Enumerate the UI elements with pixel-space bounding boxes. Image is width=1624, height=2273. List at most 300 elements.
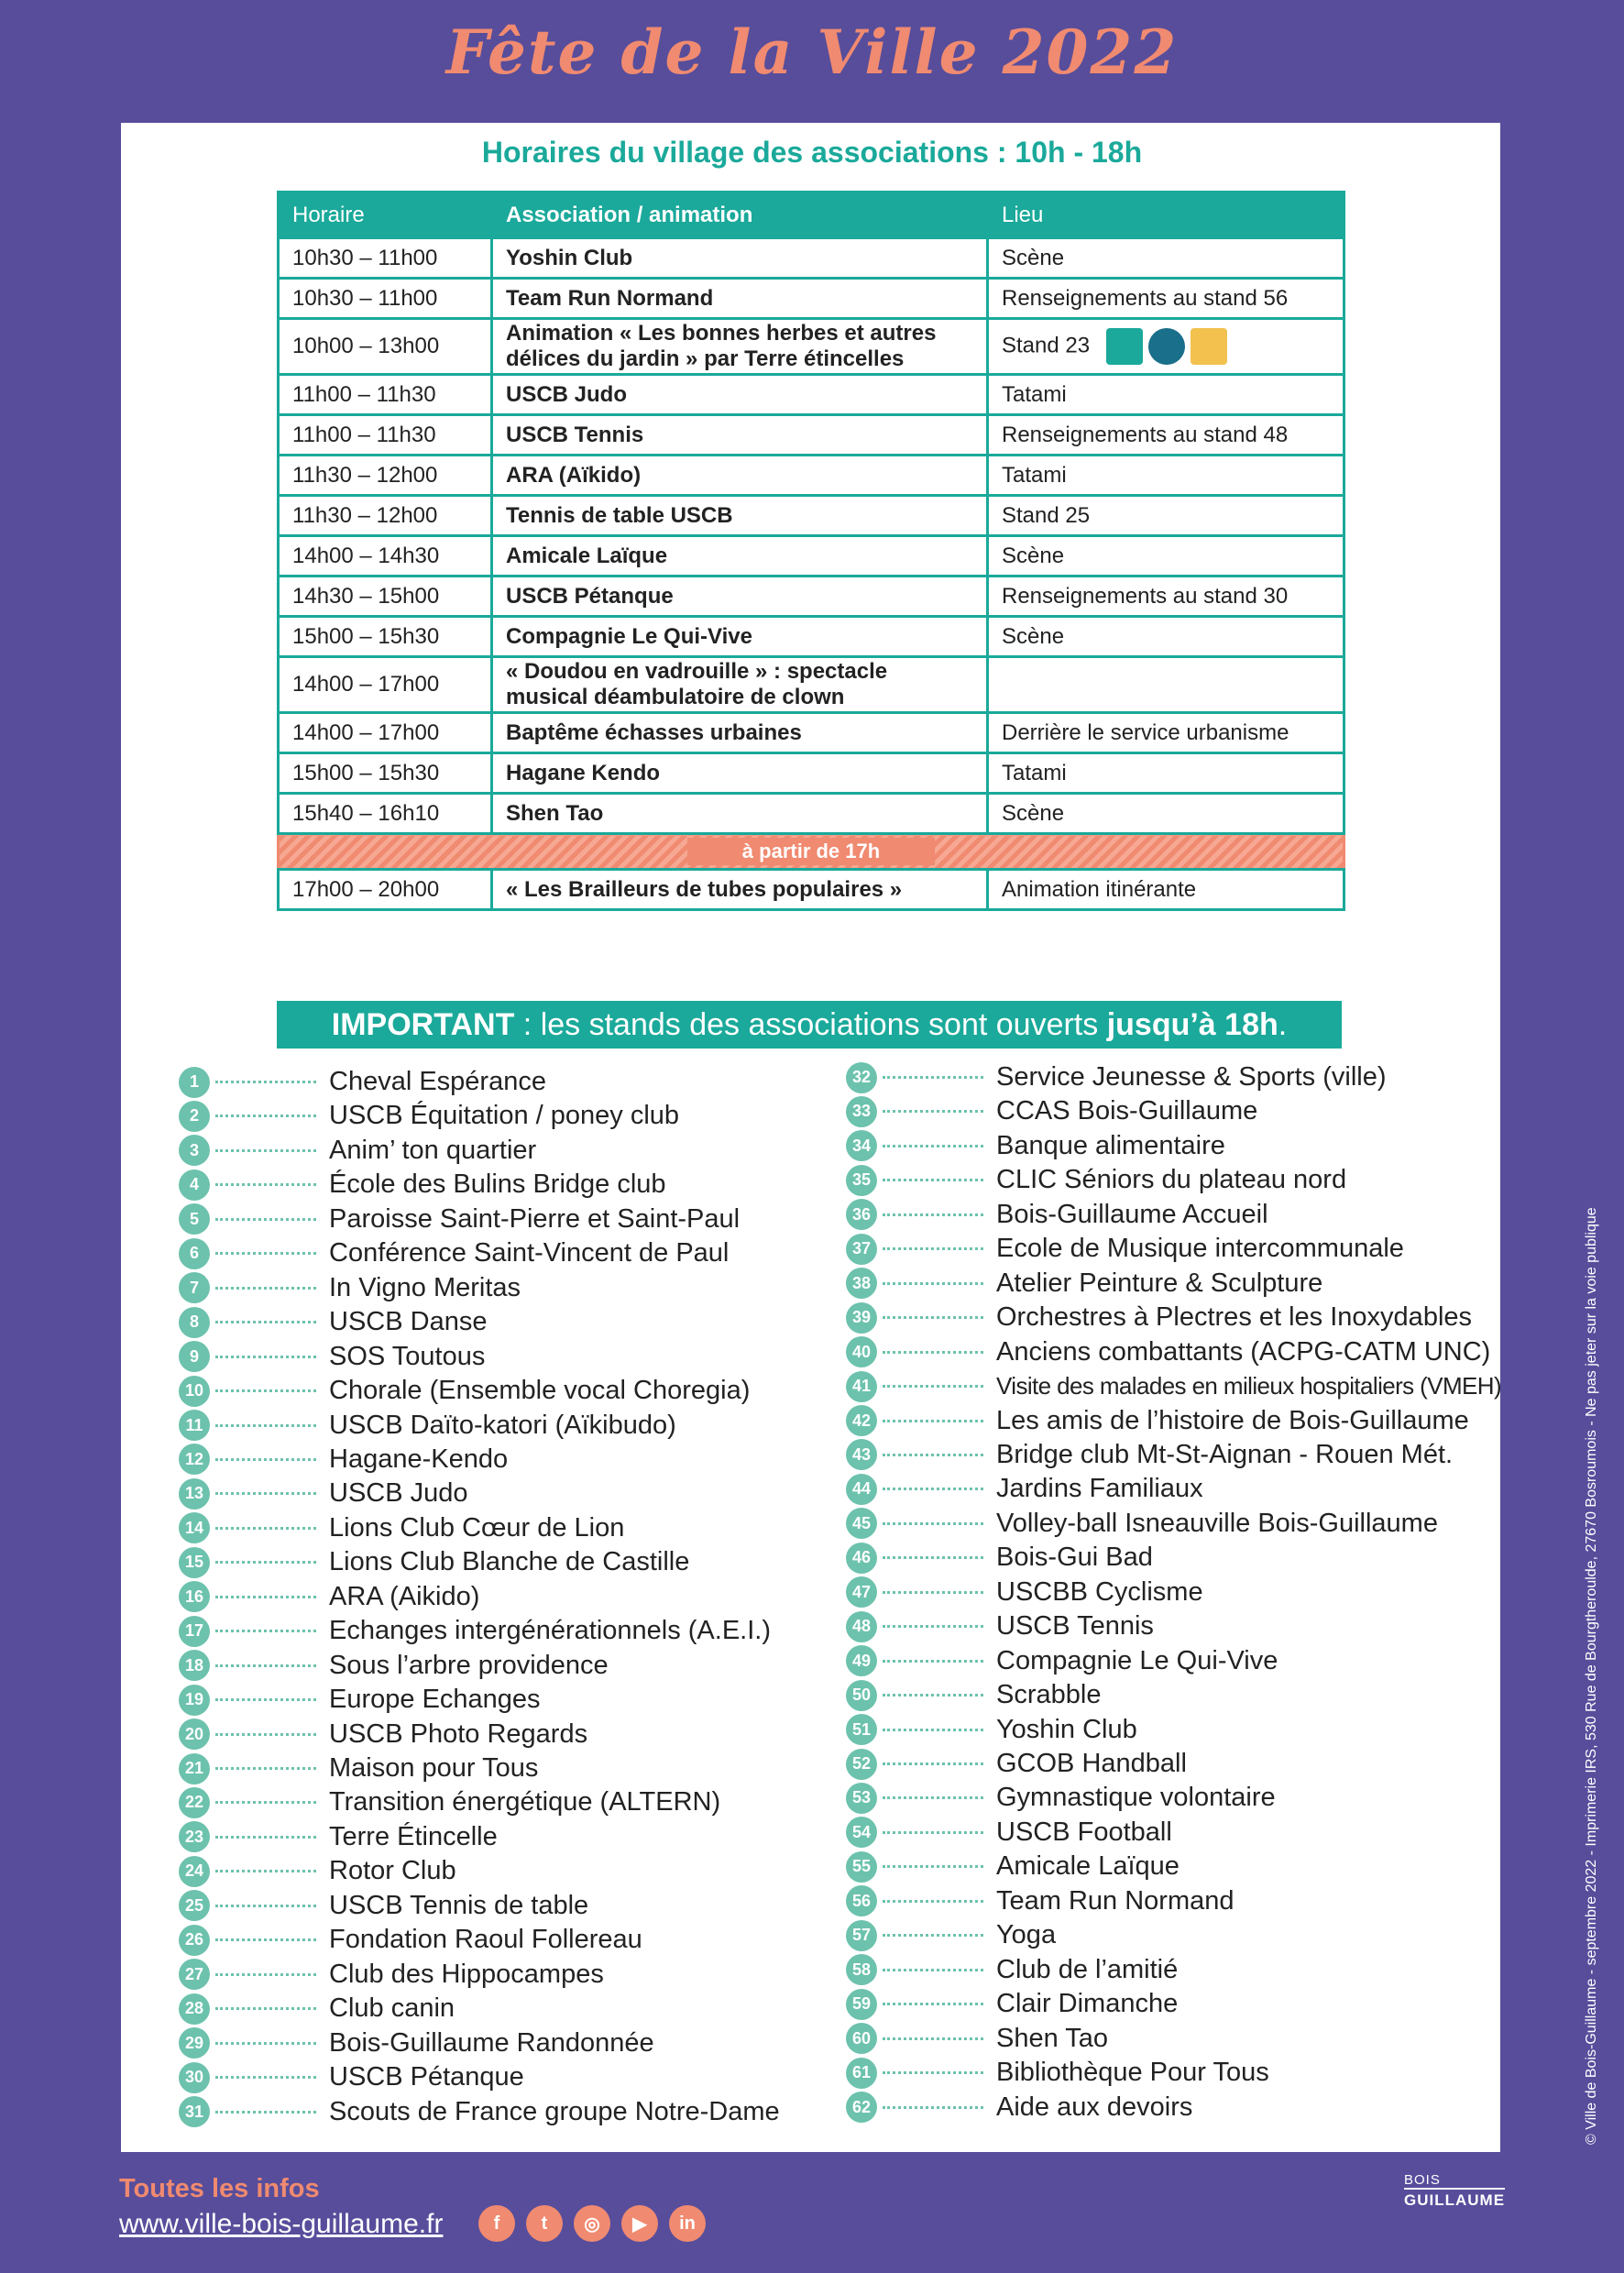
stand-item (846, 1267, 1322, 1301)
stand-item (179, 1511, 624, 1545)
stand-item (179, 2095, 780, 2129)
table-row (279, 238, 1344, 279)
dotted-leader (883, 1969, 983, 1971)
stand-label: Les amis de l’histoire de Bois-Guillaume (996, 1405, 1469, 1435)
separator-label: à partir de 17h (687, 838, 935, 865)
stand-number: 44 (846, 1474, 877, 1505)
table-row (279, 713, 1344, 753)
stand-item (846, 1404, 1469, 1438)
dotted-leader (215, 1836, 316, 1839)
stand-label: Visite des malades en milieux hospitaliers (VMEH) (996, 1372, 1502, 1400)
stand-label: Scrabble (996, 1680, 1102, 1710)
dotted-leader (883, 2071, 983, 2074)
ateliers-logo-icon (1191, 328, 1227, 365)
stand-number: 35 (846, 1165, 877, 1196)
stand-label: Gymnastique volontaire (996, 1783, 1276, 1813)
stand-item (179, 1854, 456, 1888)
dotted-leader (215, 1733, 316, 1736)
stand-number: 33 (846, 1096, 877, 1127)
stand-number: 42 (846, 1405, 877, 1436)
dotted-leader (883, 1660, 983, 1663)
stand-label: Maison pour Tous (329, 1753, 539, 1783)
row-time: 10h30 – 11h00 (279, 279, 492, 319)
row-name: Amicale Laïque (492, 536, 988, 576)
stand-item (846, 2091, 1192, 2125)
dotted-leader (883, 1179, 983, 1181)
stand-number: 40 (846, 1336, 877, 1367)
table-row (279, 279, 1344, 319)
schedule-table (277, 191, 1345, 911)
row-time: 11h00 – 11h30 (279, 375, 492, 415)
stand-item (846, 1884, 1234, 1918)
table-row (279, 536, 1344, 576)
stand-number: 60 (846, 2023, 877, 2054)
stand-label: Bridge club Mt-St-Aignan - Rouen Mét. (996, 1439, 1454, 1469)
stand-item (846, 1369, 1501, 1403)
stand-item (846, 1987, 1178, 2021)
stand-number: 14 (179, 1512, 210, 1543)
stand-item (846, 2022, 1108, 2056)
stand-label: Scouts de France groupe Notre-Dame (329, 2096, 780, 2126)
stand-item (846, 1438, 1453, 1472)
stand-number: 18 (179, 1650, 210, 1681)
row-time: 10h00 – 13h00 (279, 319, 492, 375)
row-time: 14h30 – 15h00 (279, 576, 492, 617)
stand-number: 46 (846, 1543, 877, 1574)
dotted-leader (215, 1596, 316, 1598)
stand-item (846, 1644, 1278, 1678)
stand-item (846, 1060, 1387, 1094)
stand-label: GCOB Handball (996, 1749, 1187, 1778)
dotted-leader (215, 1905, 316, 1907)
stand-label: Atelier Peinture & Sculpture (996, 1268, 1323, 1298)
stand-label: Fondation Raoul Follereau (329, 1925, 642, 1955)
stand-number: 25 (179, 1890, 210, 1921)
row-place: Tatami (988, 375, 1344, 415)
stand-label: Jardins Familiaux (996, 1474, 1203, 1504)
row-time: 11h30 – 12h00 (279, 496, 492, 536)
row-name: « Les Brailleurs de tubes populaires » (492, 870, 988, 910)
stand-number: 22 (179, 1787, 210, 1818)
stand-item (179, 1785, 720, 1819)
important-banner (277, 1001, 1342, 1049)
stand-label: Club canin (329, 1993, 455, 2024)
stand-number: 55 (846, 1851, 877, 1883)
page-title: Fête de la Ville 2022 (445, 16, 1179, 88)
stand-item (846, 1850, 1180, 1883)
stand-number: 61 (846, 2058, 877, 2089)
stand-number: 49 (846, 1645, 877, 1676)
stand-label: Club de l’amitié (996, 1954, 1179, 1984)
stand-number: 13 (179, 1478, 210, 1510)
stand-number: 8 (179, 1307, 210, 1338)
stand-label: Compagnie Le Qui-Vive (996, 1645, 1278, 1675)
dotted-leader (215, 1630, 316, 1632)
stand-item (179, 1751, 538, 1785)
stand-number: 48 (846, 1611, 877, 1642)
dotted-leader (215, 1561, 316, 1564)
stand-number: 45 (846, 1508, 877, 1539)
table-row (279, 657, 1344, 713)
table-row (279, 576, 1344, 617)
stand-number: 6 (179, 1238, 210, 1269)
stand-label: Club des Hippocampes (329, 1959, 604, 1989)
youtube-icon[interactable]: ▶ (621, 2205, 658, 2242)
stand-label: USCB Daïto-katori (Aïkibudo) (329, 1410, 676, 1440)
stand-item (179, 1614, 771, 1648)
dotted-leader (215, 1218, 316, 1221)
stand-number: 50 (846, 1680, 877, 1711)
brand-top: BOIS (1404, 2172, 1441, 2188)
header-association: Association / animation (492, 192, 988, 238)
dotted-leader (215, 1424, 316, 1427)
dotted-leader (215, 1183, 316, 1186)
row-place: Renseignements au stand 30 (988, 576, 1344, 617)
stand-label: Service Jeunesse & Sports (ville) (996, 1062, 1387, 1092)
stand-label: Volley-ball Isneauville Bois-Guillaume (996, 1508, 1438, 1538)
stand-item (846, 1301, 1472, 1334)
stand-item (846, 1576, 1203, 1609)
stand-item (846, 1129, 1225, 1163)
stand-item (179, 1443, 508, 1477)
dotted-leader (883, 1556, 983, 1559)
dotted-leader (215, 1527, 316, 1530)
stand-item (179, 1202, 740, 1236)
row-time: 15h00 – 15h30 (279, 753, 492, 794)
dotted-leader (215, 1287, 316, 1290)
stand-item (179, 1236, 729, 1270)
dotted-leader (883, 1488, 983, 1490)
table-row (279, 753, 1344, 794)
stand-item (179, 1545, 689, 1579)
dotted-leader (883, 1591, 983, 1594)
dotted-leader (215, 1973, 316, 1976)
stand-item (846, 1472, 1203, 1506)
important-emphasis: jusqu’à 18h (1106, 1007, 1278, 1042)
stand-number: 11 (179, 1410, 210, 1441)
stand-label: Echanges intergénérationnels (A.E.I.) (329, 1616, 771, 1646)
dotted-leader (883, 1729, 983, 1731)
stand-label: Yoga (996, 1920, 1057, 1950)
row-time: 14h00 – 14h30 (279, 536, 492, 576)
stand-label: Europe Echanges (329, 1685, 541, 1715)
stand-item (179, 1340, 485, 1374)
stand-item (179, 1168, 666, 1202)
stand-item (179, 1923, 642, 1957)
stand-number: 34 (846, 1130, 877, 1161)
row-time: 14h00 – 17h00 (279, 713, 492, 753)
stand-number: 53 (846, 1783, 877, 1814)
dotted-leader (215, 1664, 316, 1667)
stand-label: Bois-Gui Bad (996, 1543, 1153, 1573)
stand-label: USCB Tennis (996, 1611, 1154, 1642)
stand-item (179, 1134, 536, 1168)
brand-bottom: GUILLAUME (1404, 2188, 1505, 2210)
dotted-leader (215, 1767, 316, 1770)
stand-label: Transition énergétique (ALTERN) (329, 1787, 721, 1817)
row-name: Yoshin Club (492, 238, 988, 279)
row-name: USCB Judo (492, 375, 988, 415)
row-place: Stand 25 (988, 496, 1344, 536)
row-time: 11h00 – 11h30 (279, 415, 492, 456)
header-time: Horaire (279, 192, 492, 238)
stand-label: Sous l’arbre providence (329, 1650, 609, 1680)
header-place: Lieu (988, 192, 1344, 238)
stand-label: Aide aux devoirs (996, 2092, 1193, 2122)
dotted-leader (215, 1081, 316, 1083)
stand-item (846, 1507, 1438, 1541)
stand-label: USCB Judo (329, 1478, 468, 1509)
social-links (478, 2205, 706, 2242)
dotted-leader (215, 1389, 316, 1392)
stand-item (846, 1232, 1404, 1266)
stand-label: Team Run Normand (996, 1885, 1234, 1916)
stand-number: 52 (846, 1749, 877, 1780)
row-name: ARA (Aïkido) (492, 456, 988, 496)
credits-text: © Ville de Bois-Guillaume - septembre 2022 - Imprimerie IRS, 530 Rue de Bourgtheroulde, 27670 Bosroumois - Ne pas jeter sur la voie publique (1584, 1207, 1599, 2145)
row-name: Team Run Normand (492, 279, 988, 319)
dotted-leader (215, 1356, 316, 1358)
metropole-logo-icon (1148, 328, 1185, 365)
stand-label: Chorale (Ensemble vocal Choregia) (329, 1376, 751, 1406)
stand-item (846, 1918, 1056, 1952)
stand-label: Paroisse Saint-Pierre et Saint-Paul (329, 1203, 741, 1234)
dotted-leader (215, 1870, 316, 1872)
stand-item (846, 1747, 1187, 1781)
stand-label: Terre Étincelle (329, 1821, 498, 1851)
stand-number: 47 (846, 1576, 877, 1608)
row-place: Scène (988, 617, 1344, 657)
stand-item (179, 1820, 498, 1854)
dotted-leader (883, 1454, 983, 1456)
row-place (988, 657, 1344, 713)
stand-number: 10 (179, 1376, 210, 1407)
stand-item (179, 1374, 750, 1408)
stand-number: 24 (179, 1856, 210, 1887)
stand-number: 54 (846, 1817, 877, 1848)
stand-number: 59 (846, 1989, 877, 2020)
stand-number: 26 (179, 1925, 210, 1956)
stand-item (846, 1781, 1276, 1815)
stand-label: USCB Tennis de table (329, 1890, 589, 1920)
row-name: Shen Tao (492, 794, 988, 834)
stand-label: USCB Danse (329, 1307, 488, 1337)
dotted-leader (215, 2111, 316, 2114)
stand-item (179, 2026, 654, 2060)
row-place-cell (988, 319, 1344, 375)
row-place: Scène (988, 536, 1344, 576)
dotted-leader (883, 1796, 983, 1799)
row-time: 10h30 – 11h00 (279, 238, 492, 279)
stand-label: In Vigno Meritas (329, 1272, 521, 1302)
stand-number: 28 (179, 1993, 210, 2025)
dotted-leader (883, 1831, 983, 1834)
stand-number: 30 (179, 2062, 210, 2093)
stand-label: Bois-Guillaume Accueil (996, 1199, 1268, 1229)
table-row (279, 456, 1344, 496)
stand-item (846, 1953, 1178, 1987)
dotted-leader (883, 1625, 983, 1628)
schedule-header-row (279, 192, 1344, 238)
stand-label: USCB Football (996, 1817, 1172, 1847)
stand-number: 38 (846, 1268, 877, 1299)
stand-label: Hagane-Kendo (329, 1444, 509, 1474)
stand-label: Clair Dimanche (996, 1989, 1179, 2019)
dotted-leader (215, 1698, 316, 1701)
dotted-leader (215, 1115, 316, 1117)
stand-number: 17 (179, 1616, 210, 1647)
table-row (279, 870, 1344, 910)
stand-label: Yoshin Club (996, 1714, 1137, 1744)
stand-label: USCB Photo Regards (329, 1718, 588, 1749)
table-row (279, 319, 1344, 375)
stand-number: 20 (179, 1718, 210, 1750)
important-prefix: IMPORTANT (331, 1007, 515, 1042)
stand-label: Bois-Guillaume Randonnée (329, 2027, 654, 2058)
stand-label: Anciens combattants (ACPG-CATM UNC) (996, 1336, 1491, 1367)
stand-item (179, 1305, 487, 1339)
instagram-icon[interactable]: ◎ (574, 2205, 610, 2242)
stand-number: 51 (846, 1714, 877, 1745)
dotted-leader (883, 2037, 983, 2040)
stand-label: Bibliothèque Pour Tous (996, 2058, 1269, 2088)
stand-number: 36 (846, 1199, 877, 1230)
stand-item (179, 1580, 479, 1614)
stand-number: 12 (179, 1444, 210, 1475)
linkedin-icon[interactable]: in (669, 2205, 706, 2242)
stand-number: 57 (846, 1920, 877, 1951)
stand-number: 56 (846, 1885, 877, 1916)
website-link[interactable]: www.ville-bois-guillaume.fr (119, 2209, 444, 2239)
stand-number: 3 (179, 1135, 210, 1166)
stand-number: 2 (179, 1101, 210, 1132)
dotted-leader (883, 1076, 983, 1079)
table-row (279, 496, 1344, 536)
stand-item (179, 1477, 468, 1510)
stand-label: CLIC Séniors du plateau nord (996, 1165, 1347, 1195)
stand-item (846, 1609, 1154, 1643)
dotted-leader (215, 1938, 316, 1941)
dotted-leader (883, 1522, 983, 1525)
stand-label: Lions Club Blanche de Castille (329, 1547, 690, 1577)
stand-label: Anim’ ton quartier (329, 1135, 537, 1165)
stand-label: Rotor Club (329, 1856, 456, 1886)
table-row (279, 375, 1344, 415)
stand-item (179, 1649, 609, 1683)
dotted-leader (883, 1900, 983, 1903)
dotted-leader (883, 1934, 983, 1937)
dotted-leader (215, 1492, 316, 1495)
dotted-leader (883, 1385, 983, 1388)
stand-item (846, 1678, 1101, 1712)
stand-number: 31 (179, 2096, 210, 2127)
dotted-leader (215, 2076, 316, 2079)
stand-item (179, 1889, 588, 1923)
dotted-leader (215, 1149, 316, 1152)
row-place: Scène (988, 794, 1344, 834)
row-name: Tennis de table USCB (492, 496, 988, 536)
separator-row (279, 834, 1344, 870)
table-row (279, 415, 1344, 456)
stand-label: ARA (Aikido) (329, 1581, 480, 1611)
stand-number: 39 (846, 1302, 877, 1334)
stand-label: Cheval Espérance (329, 1067, 546, 1096)
dotted-leader (883, 1213, 983, 1216)
facebook-icon[interactable]: f (478, 2205, 515, 2242)
row-time: 15h00 – 15h30 (279, 617, 492, 657)
row-name: Baptême échasses urbaines (492, 713, 988, 753)
important-suffix: . (1278, 1007, 1288, 1042)
row-place: Scène (988, 238, 1344, 279)
stand-label: USCBB Cyclisme (996, 1576, 1203, 1607)
stand-number: 16 (179, 1581, 210, 1612)
stand-number: 9 (179, 1341, 210, 1372)
row-place: Renseignements au stand 56 (988, 279, 1344, 319)
stand-label: CCAS Bois-Guillaume (996, 1096, 1258, 1126)
row-name: Hagane Kendo (492, 753, 988, 794)
table-row (279, 617, 1344, 657)
stand-number: 27 (179, 1959, 210, 1990)
dotted-leader (883, 1865, 983, 1868)
stand-item (179, 1958, 604, 1992)
stand-label: Shen Tao (996, 2023, 1109, 2053)
cop21-logo-icon (1106, 328, 1143, 365)
dotted-leader (883, 1351, 983, 1354)
table-row (279, 794, 1344, 834)
stand-number: 23 (179, 1821, 210, 1852)
dotted-leader (883, 1762, 983, 1765)
row-time: 17h00 – 20h00 (279, 870, 492, 910)
dotted-leader (883, 1110, 983, 1113)
row-name: USCB Pétanque (492, 576, 988, 617)
twitter-icon[interactable]: t (526, 2205, 563, 2242)
dotted-leader (215, 2007, 316, 2010)
stand-item (179, 1992, 455, 2026)
row-place: Animation itinérante (988, 870, 1344, 910)
stand-number: 15 (179, 1547, 210, 1578)
dotted-leader (215, 1321, 316, 1323)
stand-label: SOS Toutous (329, 1341, 486, 1371)
dotted-leader (883, 1694, 983, 1697)
schedule-subtitle: Horaires du village des associations : 10h - 18h (481, 136, 1143, 169)
stand-label: Banque alimentaire (996, 1130, 1225, 1160)
stand-item (846, 1541, 1153, 1575)
dotted-leader (883, 1316, 983, 1319)
stand-item (179, 1271, 521, 1305)
stand-number: 1 (179, 1067, 210, 1098)
dotted-leader (215, 1252, 316, 1255)
row-time: 15h40 – 16h10 (279, 794, 492, 834)
dotted-leader (883, 1247, 983, 1250)
stand-item (179, 2060, 524, 2094)
bois-guillaume-logo (1404, 2172, 1505, 2210)
row-place: Tatami (988, 753, 1344, 794)
row-place: Derrière le service urbanisme (988, 713, 1344, 753)
stand-label: USCB Équitation / poney club (329, 1101, 680, 1131)
stand-item (179, 1718, 587, 1751)
row-place: Renseignements au stand 48 (988, 415, 1344, 456)
dotted-leader (215, 2042, 316, 2045)
row-name: Animation « Les bonnes herbes et autres délices du jardin » par Terre étincelles (492, 319, 988, 375)
row-place: Tatami (988, 456, 1344, 496)
stand-number: 43 (846, 1439, 877, 1470)
stand-item (179, 1099, 679, 1133)
row-time: 11h30 – 12h00 (279, 456, 492, 496)
stand-number: 41 (846, 1371, 877, 1402)
dotted-leader (883, 1282, 983, 1285)
stand-label: Amicale Laïque (996, 1851, 1180, 1882)
separator-cell (279, 834, 1344, 870)
